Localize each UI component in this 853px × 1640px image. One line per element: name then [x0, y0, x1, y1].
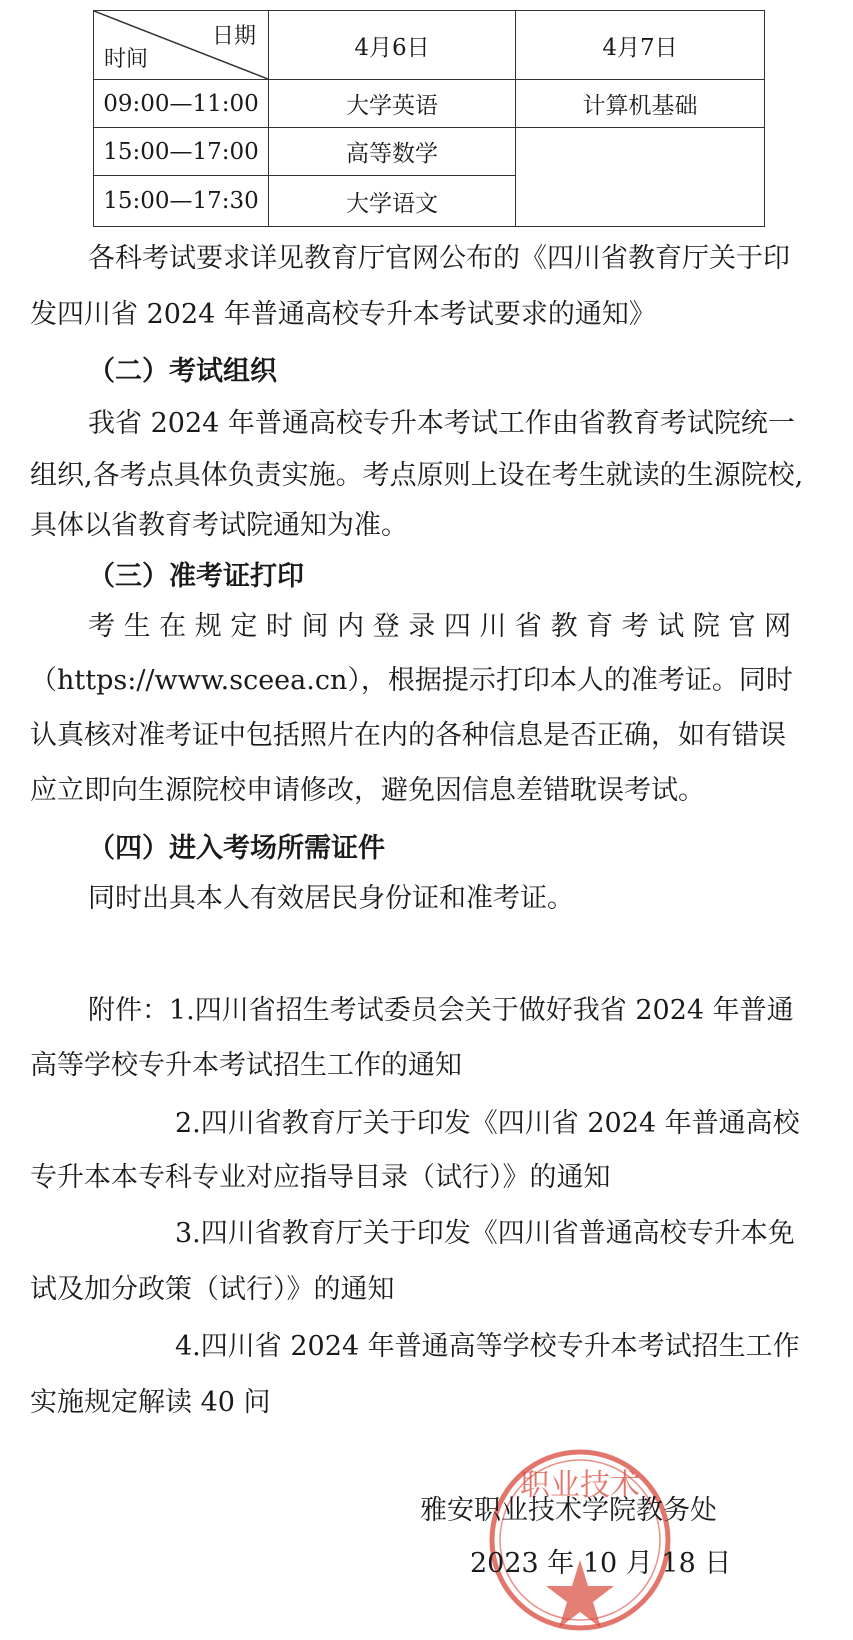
heading-required-documents: （四）进入考场所需证件 [88, 833, 385, 864]
row-time: 15:00—17:00 [94, 128, 269, 176]
row-time: 09:00—11:00 [94, 80, 269, 128]
row-subject: 高等数学 [269, 128, 516, 176]
day2-empty-cell [516, 128, 765, 227]
attachment-2-line: 专升本本专科专业对应指导目录（试行）》的通知 [30, 1162, 611, 1193]
exam-schedule-table [93, 10, 765, 227]
row-time: 15:00—17:30 [94, 176, 269, 227]
para-requirements-line: 发四川省 2024 年普通高校专升本考试要求的通知》 [30, 299, 656, 330]
attachment-1-line: 高等学校专升本考试招生工作的通知 [30, 1050, 462, 1081]
para-documents: 同时出具本人有效居民身份证和准考证。 [88, 883, 574, 914]
para-organization-line: 具体以省教育考试院通知为准。 [30, 510, 408, 541]
para-print-line: （https://www.sceea.cn），根据提示打印本人的准考证。同时 [30, 665, 793, 696]
header-time-label: 时间 [104, 47, 149, 72]
para-print-line: 考 生 在 规 定 时 间 内 登 录 四 川 省 教 育 考 试 院 官 网 [88, 611, 792, 642]
para-requirements-line: 各科考试要求详见教育厅官网公布的《四川省教育厅关于印 [88, 243, 790, 274]
para-organization-line: 我省 2024 年普通高校专升本考试工作由省教育考试院统一 [88, 408, 795, 439]
attachment-3-line: 试及加分政策（试行）》的通知 [30, 1274, 395, 1305]
para-print-line: 应立即向生源院校申请修改，避免因信息差错耽误考试。 [30, 775, 705, 806]
heading-exam-organization: （二）考试组织 [88, 356, 277, 387]
official-seal-icon [480, 1440, 680, 1640]
attachment-4-line: 实施规定解读 40 问 [30, 1387, 271, 1418]
seal-text: 职业技术 [520, 1468, 640, 1503]
heading-admission-ticket: （三）准考证打印 [88, 561, 304, 592]
day2-subject: 计算机基础 [516, 80, 765, 128]
para-print-line: 认真核对准考证中包括照片在内的各种信息是否正确，如有错误 [30, 720, 786, 751]
row-subject: 大学英语 [269, 80, 516, 128]
header-date-label: 日期 [211, 24, 256, 49]
attachment-1-line: 附件：1.四川省招生考试委员会关于做好我省 2024 年普通 [88, 995, 794, 1026]
header-date-2: 4月7日 [516, 11, 765, 80]
signature-date: 2023 年 10 月 18 日 [470, 1548, 732, 1579]
row-subject: 大学语文 [269, 176, 516, 227]
table-header-diagonal-cell [94, 11, 269, 80]
header-date-1: 4月6日 [269, 11, 516, 80]
attachment-3-line: 3.四川省教育厅关于印发《四川省普通高校专升本免 [175, 1218, 795, 1249]
para-organization-line: 组织,各考点具体负责实施。考点原则上设在考生就读的生源院校, [30, 460, 804, 491]
attachment-4-line: 4.四川省 2024 年普通高等学校专升本考试招生工作 [175, 1331, 800, 1362]
signature-department: 雅安职业技术学院教务处 [420, 1495, 717, 1526]
attachment-2-line: 2.四川省教育厅关于印发《四川省 2024 年普通高校 [175, 1108, 800, 1139]
